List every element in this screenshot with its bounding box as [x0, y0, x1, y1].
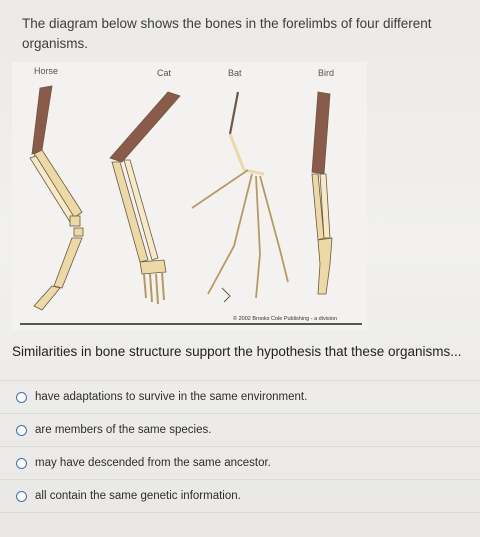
label-horse: Horse — [34, 66, 59, 76]
option-4[interactable] — [0, 479, 480, 513]
bones-illustration — [12, 62, 367, 330]
radio-button[interactable] — [16, 425, 27, 436]
cat-forelimb — [110, 92, 180, 304]
option-3[interactable] — [0, 446, 480, 479]
forelimb-diagram — [12, 62, 367, 330]
answer-options — [0, 380, 480, 513]
bird-forelimb — [312, 92, 332, 294]
question-intro: The diagram below shows the bones in the forelimbs of four different organisms. — [22, 16, 432, 51]
option-label: are members of the same species. — [35, 424, 212, 436]
copyright-notice: © 2002 Brooks Cole Publishing - a division — [233, 316, 338, 322]
option-1[interactable] — [0, 380, 480, 413]
radio-button[interactable] — [16, 491, 27, 502]
option-label: may have descended from the same ancestor. — [35, 457, 271, 469]
label-cat: Cat — [157, 68, 172, 78]
label-bird: Bird — [318, 68, 335, 78]
question-prompt: Similarities in bone structure support the hypothesis that these organisms... — [12, 344, 462, 359]
radio-button[interactable] — [16, 392, 27, 403]
option-2[interactable] — [0, 413, 480, 446]
option-label: have adaptations to survive in the same environment. — [35, 391, 308, 403]
bat-forelimb — [192, 92, 288, 302]
option-label: all contain the same genetic information. — [35, 490, 241, 502]
radio-button[interactable] — [16, 458, 27, 469]
label-bat: Bat — [228, 68, 242, 78]
horse-forelimb — [30, 86, 83, 310]
